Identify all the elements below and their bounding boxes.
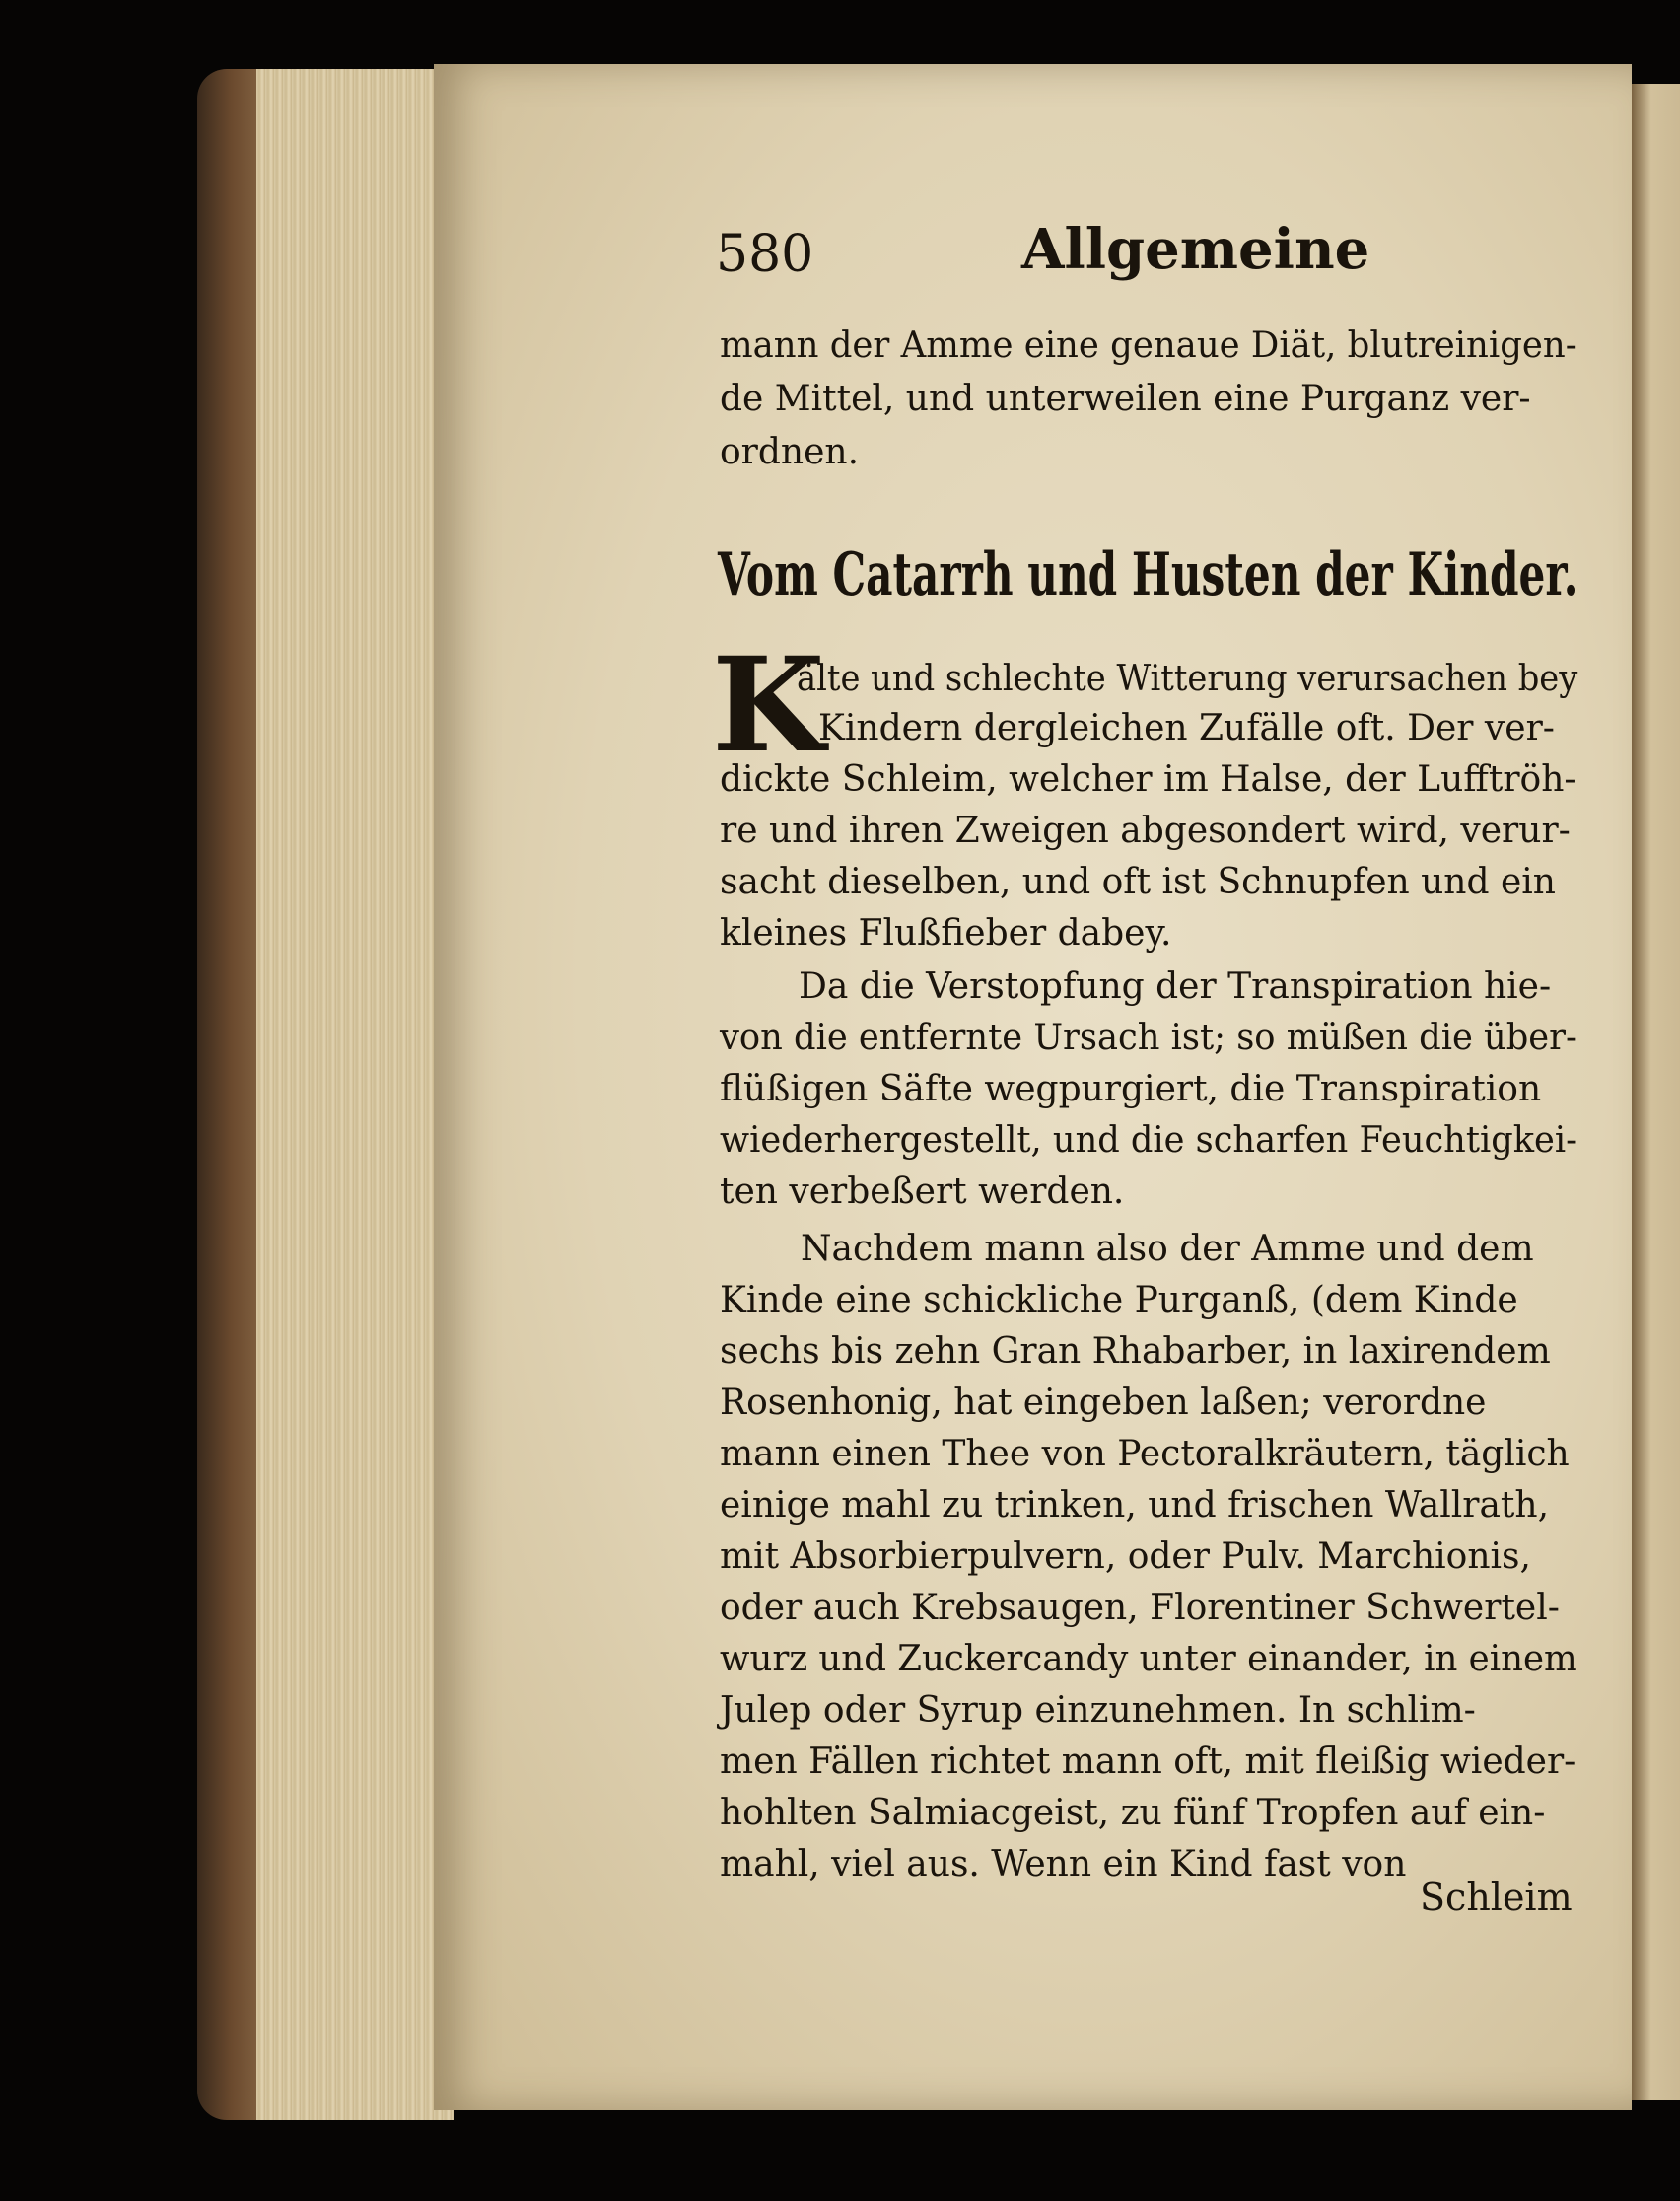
page-edges <box>256 69 454 2120</box>
text-line: einige mahl zu trinken, und frischen Wallrath, <box>720 1485 1550 1526</box>
text-line: flüßigen Säfte wegpurgiert, die Transpiration <box>720 1069 1542 1109</box>
text-line: oder auch Krebsaugen, Florentiner Schwertel- <box>720 1588 1560 1628</box>
text-line: ten verbeßert werden. <box>720 1172 1125 1212</box>
text-line: de Mittel, und unterweilen eine Purganz ver- <box>720 379 1531 419</box>
text-line: mann einen Thee von Pectoralkräutern, täglich <box>720 1434 1570 1474</box>
text-line: Rosenhonig, hat eingeben laßen; verordne <box>720 1383 1487 1423</box>
text-line: Nachdem mann also der Amme und dem <box>801 1229 1534 1269</box>
section-heading: Vom Catarrh und Husten der Kinder. <box>718 540 1578 609</box>
page-number: 580 <box>716 225 814 284</box>
drop-cap: K <box>712 629 825 782</box>
running-head: Allgemeine <box>1021 217 1370 282</box>
text-line: hohlten Salmiacgeist, zu fünf Tropfen auf ein- <box>720 1793 1546 1833</box>
text-line: wurz und Zuckercandy unter einander, in einem <box>720 1639 1577 1679</box>
text-line: älte und schlechte Witterung verursachen bey <box>797 659 1578 699</box>
text-line: kleines Flußfieber dabey. <box>720 913 1172 954</box>
text-line: Kinde eine schickliche Purganß, (dem Kinde <box>720 1280 1518 1320</box>
catchword: Schleim <box>1420 1876 1573 1919</box>
text-line: men Fällen richtet mann oft, mit fleißig wieder- <box>720 1741 1576 1782</box>
text-line: re und ihren Zweigen abgesondert wird, verur- <box>720 811 1571 851</box>
facing-page-edge <box>1632 84 1680 2100</box>
text-line: sacht dieselben, und oft ist Schnupfen und ein <box>720 862 1556 902</box>
text-line: Kindern dergleichen Zufälle oft. Der ver- <box>818 708 1555 748</box>
text-line: Da die Verstopfung der Transpiration hie- <box>799 966 1552 1007</box>
text-line: mann der Amme eine genaue Diät, blutreinigen- <box>720 325 1577 366</box>
text-line: sechs bis zehn Gran Rhabarber, in laxirendem <box>720 1331 1551 1372</box>
text-line: wiederhergestellt, und die scharfen Feuchtigkei- <box>720 1120 1577 1161</box>
text-line: mahl, viel aus. Wenn ein Kind fast von <box>720 1844 1407 1884</box>
text-line: dickte Schleim, welcher im Halse, der Lufftröh- <box>720 759 1576 800</box>
text-line: mit Absorbierpulvern, oder Pulv. Marchionis, <box>720 1536 1531 1577</box>
text-line: von die entfernte Ursach ist; so müßen die über- <box>720 1018 1577 1058</box>
text-line: Julep oder Syrup einzunehmen. In schlim- <box>720 1690 1476 1731</box>
text-line: ordnen. <box>720 432 860 472</box>
